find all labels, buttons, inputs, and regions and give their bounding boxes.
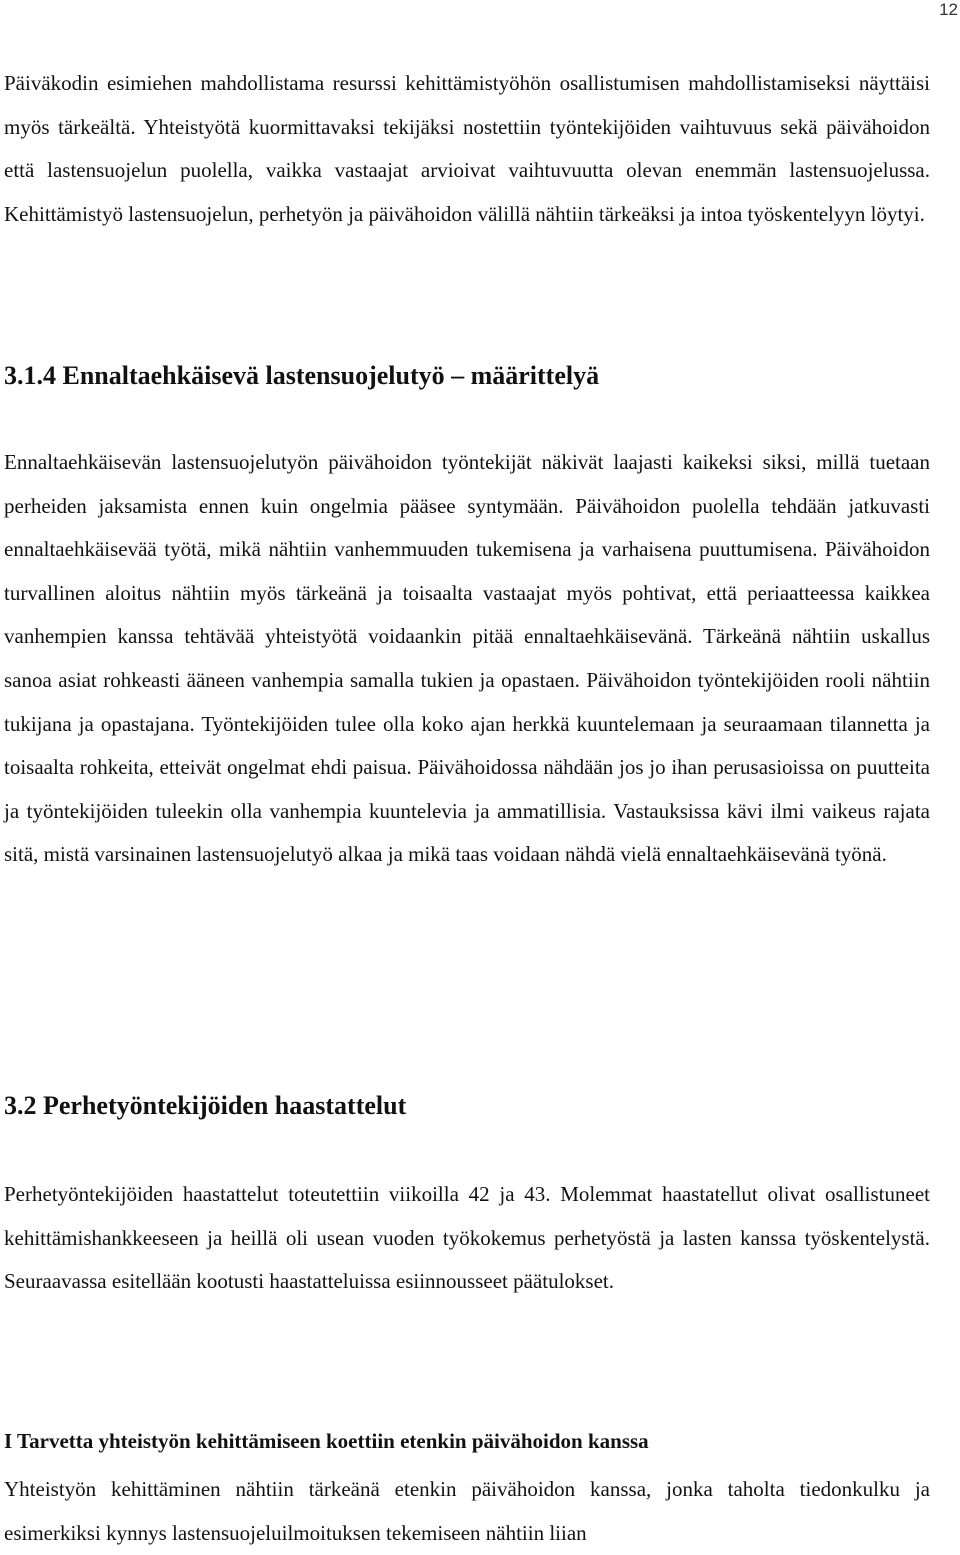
paragraph-preventive-child-protection: Ennaltaehkäisevän lastensuojelutyön päivähoidon työntekijät näkivät laajasti kaikeksi siksi, millä tuetaan perheiden jaksamista ennen kuin ongelmia pääsee syntymään. Päivähoidon puolella tehdään jatkuvasti ennaltaehkäisevää työtä, mikä nähtiin vanhemmuuden tukemisena ja varhaisena puuttumisena. Päivähoidon turvallinen aloitus nähtiin myös tärkeänä ja toisaalta vastaajat myös pohtivat, että periaatteessa kaikkea vanhempien kanssa tehtävää yhteistyötä voidaankin pitää ennaltaehkäisevänä. Tärkeänä nähtiin uskallus sanoa asiat rohkeasti ääneen vanhempia samalla tukien ja opastaen. Päivähoidon työntekijöiden rooli nähtiin tukijana ja opastajana. Työntekijöiden tulee olla koko ajan herkkä kuuntelemaan ja seuraamaan tilannetta ja toisaalta rohkeita, etteivät ongelmat ehdi paisua. Päivähoidossa nähdään jos jo ihan perusasioissa on puutteita ja työntekijöiden tuleekin olla vanhempia kuuntelevia ja ammatillisia. Vastauksissa kävi ilmi vaikeus rajata sitä, mistä varsinainen lastensuojelutyö alkaa ja mikä taas voidaan nähdä vielä ennaltaehkäisevänä työnä. — [4, 450, 930, 867]
page-number: 12 — [939, 0, 958, 19]
paragraph-staff-resources: Päiväkodin esimiehen mahdollistama resurssi kehittämistyöhön osallistumisen mahdollistamiseksi näyttäisi myös tärkeältä. Yhteistyötä kuormittavaksi tekijäksi nostettiin työntekijöiden vaihtuvuus sekä päivähoidon että lastensuojelun puolella, vaikka vastaajat arvioivat vaihtuvuutta olevan enemmän lastensuojelussa. Kehittämistyö lastensuojelun, perhetyön ja päivähoidon välillä nähtiin tärkeäksi ja intoa työskentelyyn löytyi. — [4, 71, 930, 226]
section-heading-3-1-4: 3.1.4 Ennaltaehkäisevä lastensuojelutyö – määrittelyä — [4, 361, 600, 390]
section-heading-3-2: 3.2 Perhetyöntekijöiden haastattelut — [4, 1091, 407, 1120]
paragraph-family-worker-interviews: Perhetyöntekijöiden haastattelut toteutettiin viikoilla 42 ja 43. Molemmat haastatellut olivat osallistuneet kehittämishankkeeseen ja heillä oli usean vuoden työkokemus perhetyöstä ja lasten kanssa työskentelystä. Seuraavassa esitellään kootusti haastatteluissa esiinnousseet päätulokset. — [4, 1182, 930, 1294]
paragraph-cooperation-development: Yhteistyön kehittäminen nähtiin tärkeänä etenkin päivähoidon kanssa, jonka taholta tiedonkulku ja esimerkiksi kynnys lastensuojeluilmoituksen tekemiseen nähtiin liian — [4, 1477, 930, 1545]
subsection-heading-I: I Tarvetta yhteistyön kehittämiseen koettiin etenkin päivähoidon kanssa — [4, 1429, 649, 1453]
